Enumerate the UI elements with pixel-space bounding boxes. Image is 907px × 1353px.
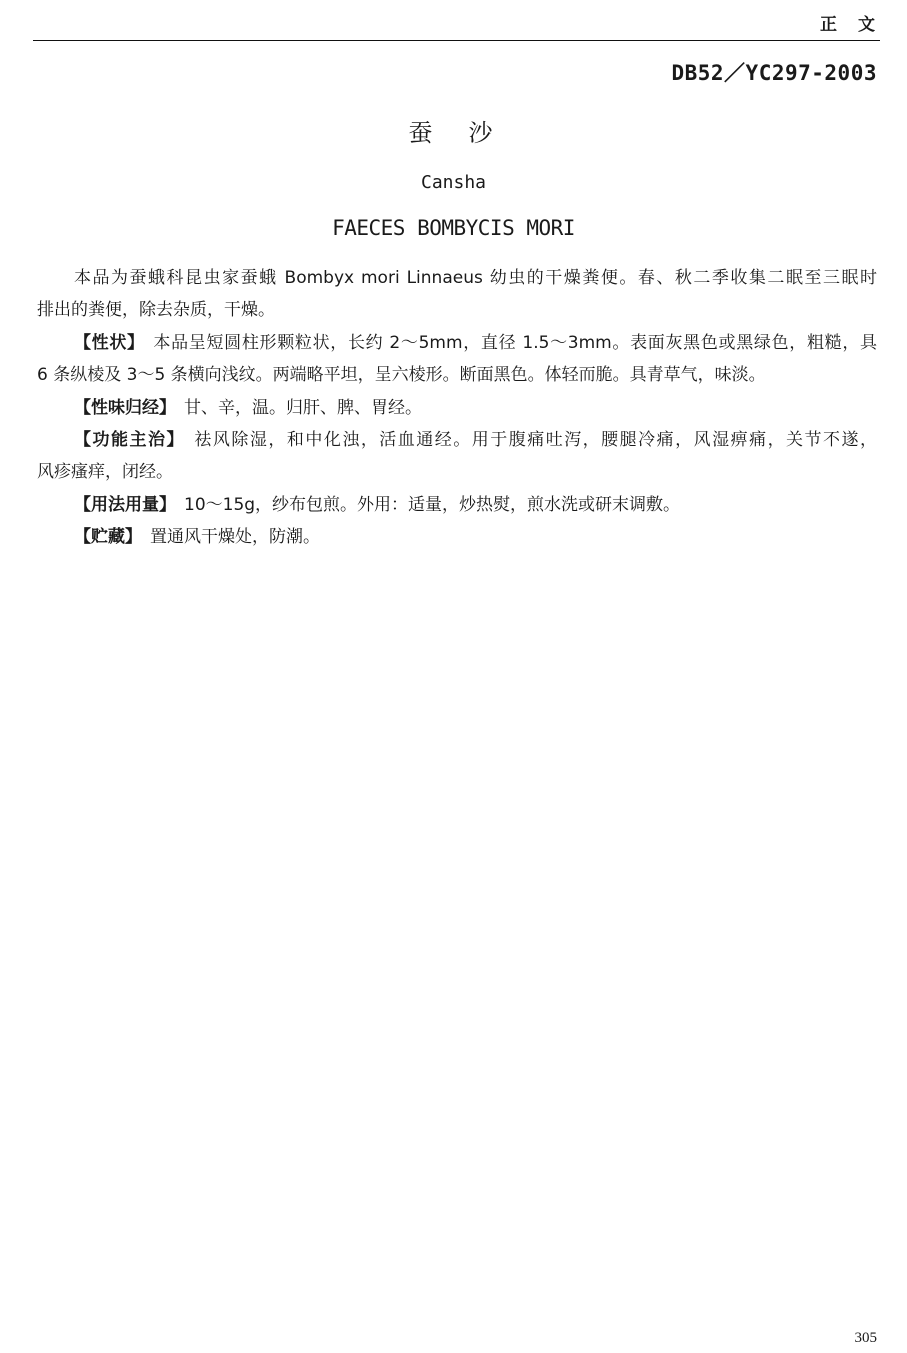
characteristics-paragraph-line: 6 条纵棱及 3～5 条横向浅纹。两端略平坦，呈六棱形。断面黑色。体轻而脆。具青草气，味淡。	[37, 365, 766, 386]
monograph-title-pinyin: Cansha	[420, 172, 487, 193]
section-label: 【贮藏】	[74, 527, 142, 548]
monograph-body	[37, 262, 877, 554]
paragraph-text: 甘、辛，温。归肝、脾、胃经。	[184, 397, 422, 418]
nature-taste-paragraph-line	[37, 392, 877, 424]
section-label: 【用法用量】	[74, 494, 176, 515]
section-label: 【功能主治】	[74, 429, 185, 450]
monograph-title-chinese: 蚕 沙	[408, 119, 499, 147]
storage-paragraph-line	[37, 521, 877, 553]
standard-code: DB52／YC297-2003	[671, 61, 877, 85]
monograph-title-latin: FAECES BOMBYCIS MORI	[332, 216, 575, 240]
functions-paragraph-line: 风疹瘙痒，闭经。	[37, 462, 173, 483]
characteristics-paragraph-line	[37, 327, 877, 359]
paragraph-text: 祛风除湿，和中化浊，活血通经。用于腹痛吐泻，腰腿冷痛，风湿痹痛，关节不遂，	[192, 429, 877, 450]
source-paragraph-line: 本品为蚕蛾科昆虫家蚕蛾 Bombyx mori Linnaeus 幼虫的干燥粪便。春、秋二季收集二眠至三眠时	[74, 268, 877, 288]
dosage-paragraph-line	[37, 489, 877, 521]
functions-paragraph-line	[37, 424, 877, 456]
paragraph-text: 本品呈短圆柱形颗粒状，长约 2～5mm，直径 1.5～3mm。表面灰黑色或黑绿色，粗糙，具	[152, 332, 877, 353]
paragraph-text: 置通风干燥处，防潮。	[150, 527, 320, 548]
paragraph-text: 10～15g，纱布包煎。外用：适量，炒热熨，煎水洗或研末调敷。	[184, 494, 681, 515]
running-header-section: 正 文	[820, 15, 877, 35]
header-rule	[33, 40, 880, 41]
section-label: 【性味归经】	[74, 397, 176, 418]
source-paragraph-line: 排出的粪便，除去杂质，干燥。	[37, 300, 275, 321]
page-number: 305	[854, 1330, 877, 1346]
section-label: 【性状】	[74, 332, 145, 353]
